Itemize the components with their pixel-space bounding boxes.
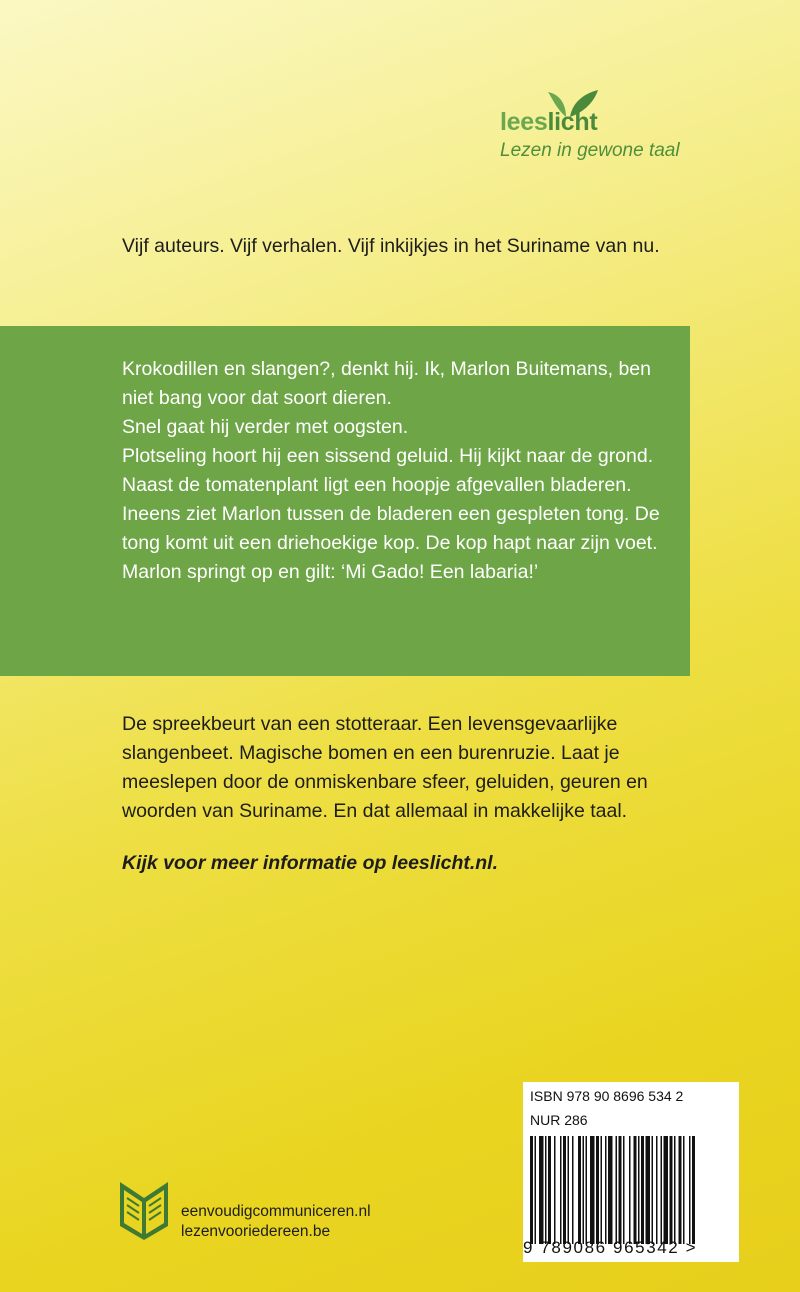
leeslicht-logo (500, 88, 720, 168)
nur-label: NUR 286 (530, 1112, 588, 1128)
intro-text: Vijf auteurs. Vijf verhalen. Vijf inkijkjes in het Suriname van nu. (122, 235, 660, 257)
logo-word-part1: lees (500, 108, 548, 136)
excerpt-text (122, 355, 682, 587)
more-info-link[interactable]: Kijk voor meer informatie op leeslicht.nl. (122, 852, 499, 874)
logo-tagline: Lezen in gewone taal (500, 140, 680, 161)
logo-word-part2: licht (547, 108, 598, 136)
publisher-links (181, 1202, 371, 1242)
barcode-icon (530, 1136, 732, 1244)
description-text: De spreekbeurt van een stotteraar. Een levensgevaarlijke slangenbeet. Magische bomen en een burenruzie. Laat je meeslepen door de onmiskenbare sfeer, geluiden, geuren en woorden van Suriname. En dat allemaal in makkelijke taal. (122, 713, 648, 822)
excerpt-paragraph: Krokodillen en slangen?, denkt hij. Ik, Marlon Buitemans, ben niet bang voor dat soort dieren. (122, 358, 651, 409)
excerpt-paragraph: Ineens ziet Marlon tussen de bladeren een gespleten tong. De tong komt uit een driehoekige kop. De kop hapt naar zijn voet. (122, 503, 660, 554)
barcode-panel (523, 1082, 739, 1262)
barcode-number: 9 789086 965342 > (523, 1238, 698, 1257)
excerpt-paragraph: Marlon springt op en gilt: ‘Mi Gado! Een labaria!’ (122, 561, 539, 583)
excerpt-paragraph: Snel gaat hij verder met oogsten. (122, 416, 409, 438)
publisher-link[interactable]: eenvoudigcommuniceren.nl (181, 1203, 371, 1220)
isbn-label: ISBN 978 90 8696 534 2 (530, 1088, 684, 1104)
book-icon (118, 1178, 170, 1242)
publisher-link[interactable]: lezenvooriedereen.be (181, 1223, 331, 1240)
excerpt-paragraph: Plotseling hoort hij een sissend geluid. Hij kijkt naar de grond. Naast de tomatenplant ligt een hoopje afgevallen bladeren. (122, 445, 654, 496)
logo-wordmark (500, 108, 597, 137)
